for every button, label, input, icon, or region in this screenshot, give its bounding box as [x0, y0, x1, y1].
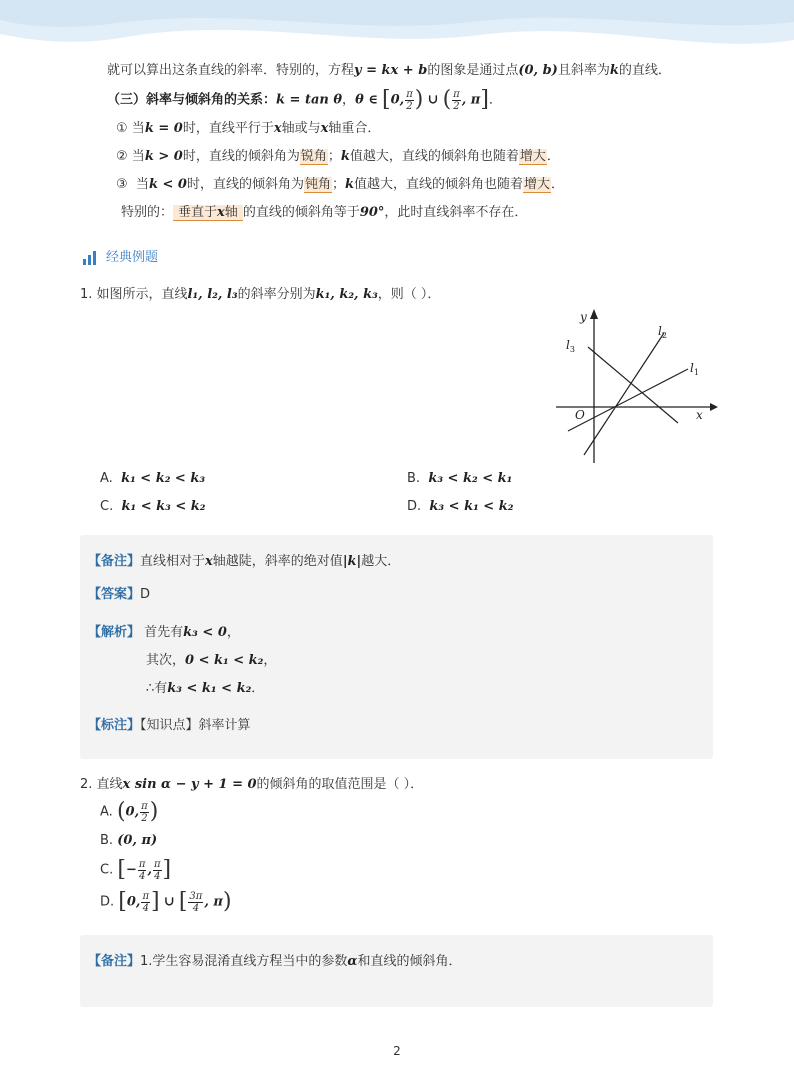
label-y: y: [580, 310, 587, 324]
explain-math: k₃ < 0: [183, 625, 227, 640]
section3-formula: k = tan θ: [276, 92, 343, 108]
q2-option-a[interactable]: [100, 797, 158, 828]
q1-note: [88, 553, 400, 571]
frac-den: 4: [192, 902, 200, 914]
frac-den: 4: [142, 902, 149, 914]
note-b: 轴越陡，斜率的绝对值: [212, 554, 343, 569]
paren: ): [149, 799, 159, 824]
item-mid: 轴或与: [281, 121, 321, 136]
label-l2: [658, 324, 667, 340]
q1-stem-a: 1. 如图所示，直线: [80, 287, 188, 302]
section3-theta: θ ∈: [355, 92, 378, 108]
explain-a: 其次，: [146, 653, 186, 668]
l2-sub: 2: [661, 331, 667, 340]
examples-heading-label: 经典例题: [106, 250, 159, 265]
section3-heading: [107, 86, 502, 115]
q1-explain-2: [146, 652, 276, 670]
q1-answer: [88, 586, 150, 604]
highlight-obtuse: 钝角: [304, 177, 331, 192]
frac-num: π: [141, 800, 148, 812]
label-x: x: [696, 408, 703, 422]
item-x2: x: [320, 121, 329, 136]
option-text: (0, π): [117, 833, 158, 848]
highlight-acute: 锐角: [300, 149, 327, 164]
item-pre: 当: [135, 177, 149, 192]
q2-option-c[interactable]: [100, 855, 171, 886]
line-l1: [568, 369, 688, 431]
paren: (: [116, 799, 126, 824]
frac-den: 2: [453, 100, 460, 112]
q2-note-box: [80, 935, 713, 1007]
bracket: ]: [162, 857, 172, 882]
q1-explain-1: [88, 624, 240, 642]
intro-text-d: 的直线．: [618, 63, 671, 78]
option-text: k₁ < k₃ < k₂: [121, 499, 206, 514]
relation-item-3: [116, 176, 564, 194]
q1-option-a[interactable]: [100, 470, 205, 488]
q1-stem-c: ，则（ ）．: [377, 287, 441, 302]
note-a: 直线相对于: [140, 554, 206, 569]
option-label: D.: [407, 499, 422, 514]
item-text: 时，直线的倾斜角为: [182, 149, 300, 164]
item-number: ②: [116, 149, 128, 164]
bracket: [: [118, 889, 127, 914]
q1-figure-lines: [550, 305, 720, 467]
pi: , π: [204, 894, 223, 910]
q1-mark: [88, 717, 251, 735]
q2-stem-a: 2. 直线: [80, 777, 123, 792]
frac-num: π: [453, 88, 460, 100]
note-x: x: [205, 554, 213, 569]
label-l1: [690, 361, 699, 377]
option-text: k₃ < k₂ < k₁: [428, 471, 513, 486]
intro-text-c: 且斜率为: [557, 63, 610, 78]
option-label: D.: [100, 894, 115, 910]
bracket: ]: [151, 889, 160, 914]
mark-text: 【知识点】斜率计算: [140, 718, 251, 733]
section3-zero: 0,: [390, 92, 405, 108]
note-alpha: α: [347, 954, 358, 969]
special-hl-end: 轴: [224, 205, 238, 220]
section3-lparen: (: [442, 87, 452, 112]
q1-slopes: k₁, k₂, k₃: [315, 287, 378, 302]
option-label: C.: [100, 499, 114, 514]
note-a: 1.学生容易混淆直线方程当中的参数: [140, 954, 348, 969]
q2-stem-b: 的倾斜角的取值范围是（ ）．: [256, 777, 424, 792]
option-label: C.: [100, 862, 114, 878]
explain-b: ．: [251, 681, 265, 696]
frac-pi-4b: [153, 859, 162, 882]
item-pre: 当: [131, 121, 145, 136]
special-note: [121, 204, 527, 222]
note-b: 和直线的倾斜角．: [357, 954, 462, 969]
q2-stem: [80, 776, 423, 794]
highlight-increase: 增大: [524, 177, 551, 192]
item-x: x: [273, 121, 282, 136]
q2-note: [88, 953, 461, 971]
explain-a: ∴有: [146, 681, 168, 696]
line-l2: [584, 333, 664, 455]
intro-text-b: 的图象是通过点: [427, 63, 519, 78]
option-text: k₃ < k₁ < k₂: [429, 499, 514, 514]
item-number: ③: [116, 177, 128, 192]
option-label: A.: [100, 804, 113, 820]
paren: ): [222, 889, 232, 914]
item-end: ．: [546, 149, 560, 164]
q2-equation: x sin α − y + 1 = 0: [122, 777, 257, 792]
special-hl: 垂直于: [178, 205, 218, 220]
note-k: |k|: [342, 554, 362, 569]
header-wave-decoration: [0, 0, 794, 60]
item-mid: ；: [327, 149, 341, 164]
l3-main: l: [566, 338, 570, 352]
zero: 0,: [126, 894, 141, 910]
section3-end: ．: [488, 92, 502, 108]
explain-tag: 【解析】: [88, 625, 141, 640]
item-end: ．: [551, 177, 565, 192]
bracket: [: [117, 857, 126, 882]
note-tag: 【备注】: [88, 954, 141, 969]
special-x: x: [217, 205, 225, 220]
section3-lbracket: [: [382, 87, 391, 112]
comma: ,: [147, 862, 152, 878]
intro-text: 就可以算出这条直线的斜率．特别的，方程: [107, 63, 355, 78]
special-text: 的直线的倾斜角等于: [242, 205, 360, 220]
relation-item-2: [116, 148, 560, 166]
cup: ∪: [163, 894, 175, 910]
frac-pi-2: [140, 801, 149, 824]
frac-den: 2: [141, 812, 148, 824]
q1-option-b[interactable]: [407, 470, 512, 488]
item-number: ①: [116, 121, 128, 136]
explain-a: 首先有: [144, 625, 184, 640]
item-mid2: 值越大，直线的倾斜角也随着: [349, 149, 519, 164]
option-text: k₁ < k₂ < k₃: [121, 471, 206, 486]
frac-num: 3π: [189, 890, 203, 902]
note-c: 越大．: [361, 554, 401, 569]
examples-heading: [82, 249, 158, 267]
intro-line: [107, 62, 671, 80]
zero: 0,: [125, 804, 140, 820]
explain-b: ，: [263, 653, 277, 668]
explain-math: k₃ < k₁ < k₂: [167, 681, 252, 696]
x-axis-arrow: [710, 403, 718, 411]
intro-equation: y = kx + b: [354, 63, 428, 78]
q1-stem-b: 的斜率分别为: [237, 287, 316, 302]
q1-option-d[interactable]: [407, 498, 513, 516]
section3-cup: ∪: [427, 92, 439, 108]
answer-value: D: [140, 587, 151, 602]
answer-tag: 【答案】: [88, 587, 141, 602]
frac-num: π: [406, 88, 413, 100]
item-k: k: [344, 177, 354, 192]
frac-den: 2: [406, 100, 413, 112]
special-pre: 特别的：: [121, 205, 174, 220]
frac-den: 4: [138, 870, 146, 882]
special-end: ，此时直线斜率不存在．: [384, 205, 528, 220]
q2-option-b[interactable]: [100, 832, 157, 850]
minus: −: [125, 862, 137, 878]
line-l3: [588, 347, 678, 423]
q1-lines: l₁, l₂, l₃: [187, 287, 238, 302]
special-degree: 90°: [359, 205, 385, 220]
item-k: k: [340, 149, 350, 164]
relation-item-1: [116, 120, 380, 138]
section3-rbracket: ]: [480, 87, 489, 112]
item-condition: k < 0: [148, 177, 187, 192]
section3-title: （三）斜率与倾斜角的关系：: [107, 92, 277, 108]
frac-num: π: [153, 858, 161, 870]
frac-3pi-4: [188, 891, 203, 914]
label-origin: O: [575, 408, 585, 422]
l3-sub: 3: [569, 345, 575, 354]
l1-sub: 1: [693, 368, 699, 377]
frac-den: 4: [154, 870, 161, 882]
frac-num: π: [142, 890, 150, 902]
q2-option-d[interactable]: [100, 886, 232, 919]
q1-option-c[interactable]: [100, 498, 205, 516]
highlight-increase: 增大: [519, 149, 546, 164]
intro-point: (0, b): [518, 63, 558, 78]
frac-pi-4: [138, 859, 147, 882]
l1-main: l: [690, 361, 694, 375]
option-label: A.: [100, 471, 113, 486]
y-axis-arrow: [590, 309, 598, 319]
item-mid2: 值越大，直线的倾斜角也随着: [354, 177, 524, 192]
item-text: 时，直线的倾斜角为: [186, 177, 304, 192]
frac-pi-4: [141, 891, 150, 914]
section3-pi: , π: [461, 92, 481, 108]
item-text: 时，直线平行于: [182, 121, 274, 136]
option-label: B.: [100, 833, 114, 848]
item-condition: k = 0: [144, 121, 183, 136]
q1-stem: [80, 286, 440, 304]
explain-b: ，: [226, 625, 240, 640]
section3-frac-pi-2: [405, 89, 414, 112]
bracket: [: [178, 889, 188, 914]
mark-tag: 【标注】: [88, 718, 141, 733]
item-mid: ；: [331, 177, 345, 192]
section3-sep: ，: [342, 92, 356, 108]
section3-rparen: ): [414, 87, 424, 112]
highlight-perpendicular: [173, 205, 243, 221]
frac-num: π: [138, 858, 146, 870]
l2-main: l: [658, 324, 662, 338]
explain-math: 0 < k₁ < k₂: [185, 653, 264, 668]
page-number: 2: [393, 1044, 401, 1058]
intro-k: k: [609, 63, 619, 78]
label-l3: [566, 338, 575, 354]
note-tag: 【备注】: [88, 554, 141, 569]
section3-frac-pi-2b: [452, 89, 461, 112]
bar-chart-icon: [82, 251, 98, 265]
item-condition: k > 0: [144, 149, 183, 164]
item-end: 轴重合．: [328, 121, 381, 136]
item-pre: 当: [131, 149, 145, 164]
option-label: B.: [407, 471, 421, 486]
q1-explain-3: [146, 680, 264, 698]
